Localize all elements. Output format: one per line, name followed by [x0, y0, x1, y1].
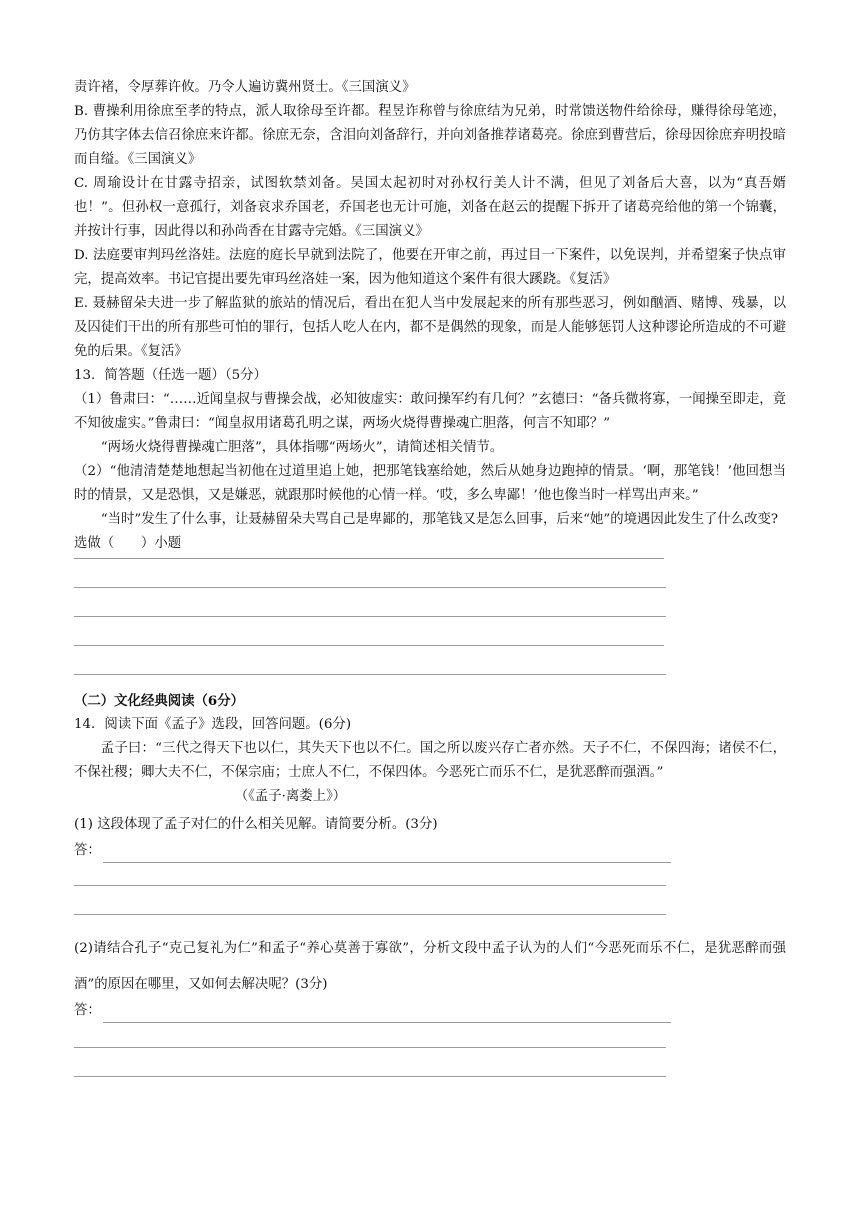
q14-sub1: (1) 这段体现了孟子对仁的什么相关见解。请简要分析。(3分) [74, 817, 438, 832]
answer-line[interactable] [74, 885, 666, 886]
q13-part2-question: “当时”发生了什么事，让聂赫留朵夫骂自己是卑鄙的，那笔钱又是怎么回事，后来“她”的境遇因此发生了什么改变? [100, 512, 779, 527]
section2-title: （二）文化经典阅读（6分） [74, 693, 245, 709]
answer-line[interactable] [74, 587, 666, 588]
answer-label: 答： [74, 843, 101, 858]
q13-part2: （2）“他清清楚楚地想起当初他在过道里追上她，把那笔钱塞给她，然后从她身边跑掉的情景。‘啊，那笔钱！’他回想当时的情景，又是恐惧，又是嫌恶，就跟那时候他的心情一样。‘哎，多么卑鄙！’他也像当时一样骂出声来。” [74, 464, 786, 503]
q13-part1: （1）鲁肃曰：“……近闻皇叔与曹操会战，必知彼虚实：敢问操军约有几何？”玄德曰：“备兵微将寡，一闻操至即走，竟不知彼虚实。”鲁肃曰：“闻皇叔用诸葛孔明之谋，两场火烧得曹操魂亡胆落，何言不知耶？” [74, 392, 786, 431]
option-e: E. 聂赫留朵夫进一步了解监狱的旅站的情况后，看出在犯人当中发展起来的所有那些恶习，例如酗酒、赌博、残暴，以及囚徒们干出的所有那些可怕的罪行，包括人吃人在内，都不是偶然的现象，而是人能够惩罚人这种谬论所造成的不可避免的后果。《复活》 [74, 296, 786, 359]
option-b: B. 曹操利用徐庶至孝的特点，派人取徐母至许都。程昱诈称曾与徐庶结为兄弟，时常馈送物件给徐母，赚得徐母笔迹，乃仿其字体去信召徐庶来许都。徐庶无奈，含泪向刘备辞行，并向刘备推荐诸葛亮。徐庶到曹营后，徐母因徐庶弃明投暗而自缢。《三国演义》 [74, 104, 786, 167]
q13-answer-area[interactable] [74, 558, 786, 675]
q14-sub1-answer-row [74, 839, 786, 863]
q13-title: 13．简答题（任选一题）（5分） [74, 368, 267, 383]
mencius-quote: 孟子曰：“三代之得天下也以仁，其失天下也以不仁。国之所以废兴存亡者亦然。天子不仁，不保四海；诸侯不仁，不保社稷；卿大夫不仁，不保宗庙；士庶人不仁，不保四体。今恶死亡而乐不仁，是犹恶醉而强酒。” [74, 741, 786, 780]
answer-line[interactable] [74, 558, 664, 559]
answer-line[interactable] [74, 616, 666, 617]
quote-source: （《孟子·离娄上》） [234, 789, 347, 804]
answer-line[interactable] [74, 674, 666, 675]
answer-line[interactable] [74, 914, 666, 915]
answer-label: 答： [74, 1003, 101, 1018]
answer-line[interactable] [74, 645, 664, 646]
option-d: D. 法庭要审判玛丝洛娃。法庭的庭长早就到法院了，他要在开审之前，再过目一下案件，以免误判，并希望案子快点审完，提高效率。书记官提出要先审玛丝洛娃一案，因为他知道这个案件有很大蹊跷。《复活》 [74, 248, 786, 287]
q14-sub1-answer-area[interactable] [74, 885, 786, 915]
exam-page [74, 76, 786, 1105]
q13-part1-question: “两场火烧得曹操魂亡胆落”，具体指哪“两场火”，请简述相关情节。 [100, 440, 504, 455]
answer-line[interactable] [103, 1006, 671, 1023]
q14-sub2: (2)请结合孔子“克己复礼为仁”和孟子“养心莫善于寡欲”，分析文段中孟子认为的人们“今恶死而乐不仁，是犹恶醉而强酒”的原因在哪里，又如何去解决呢？(3分) [74, 941, 786, 992]
answer-line[interactable] [74, 1076, 666, 1077]
q14-sub2-answer-area[interactable] [74, 1047, 786, 1077]
q14-title: 14．阅读下面《孟子》选段，回答问题。(6分) [74, 717, 352, 732]
option-a-tail: 责许褚，令厚葬许攸。乃令人遍访冀州贤士。《三国演义》 [74, 80, 416, 95]
option-c: C. 周瑜设计在甘露寺招亲，试图软禁刘备。吴国太起初时对孙权行美人计不满，但见了刘备后大喜，以为“真吾婿也！”。但孙权一意孤行，刘备哀求乔国老，乔国老也无计可施，刘备在赵云的提醒下拆开了诸葛亮给他的第一个锦囊，并按计行事，因此得以和孙尚香在甘露寺完婚。《三国演义》 [74, 176, 786, 239]
q13-choose: 选做（ ）小题 [74, 536, 182, 551]
answer-line[interactable] [74, 1047, 666, 1048]
answer-line[interactable] [103, 846, 671, 863]
